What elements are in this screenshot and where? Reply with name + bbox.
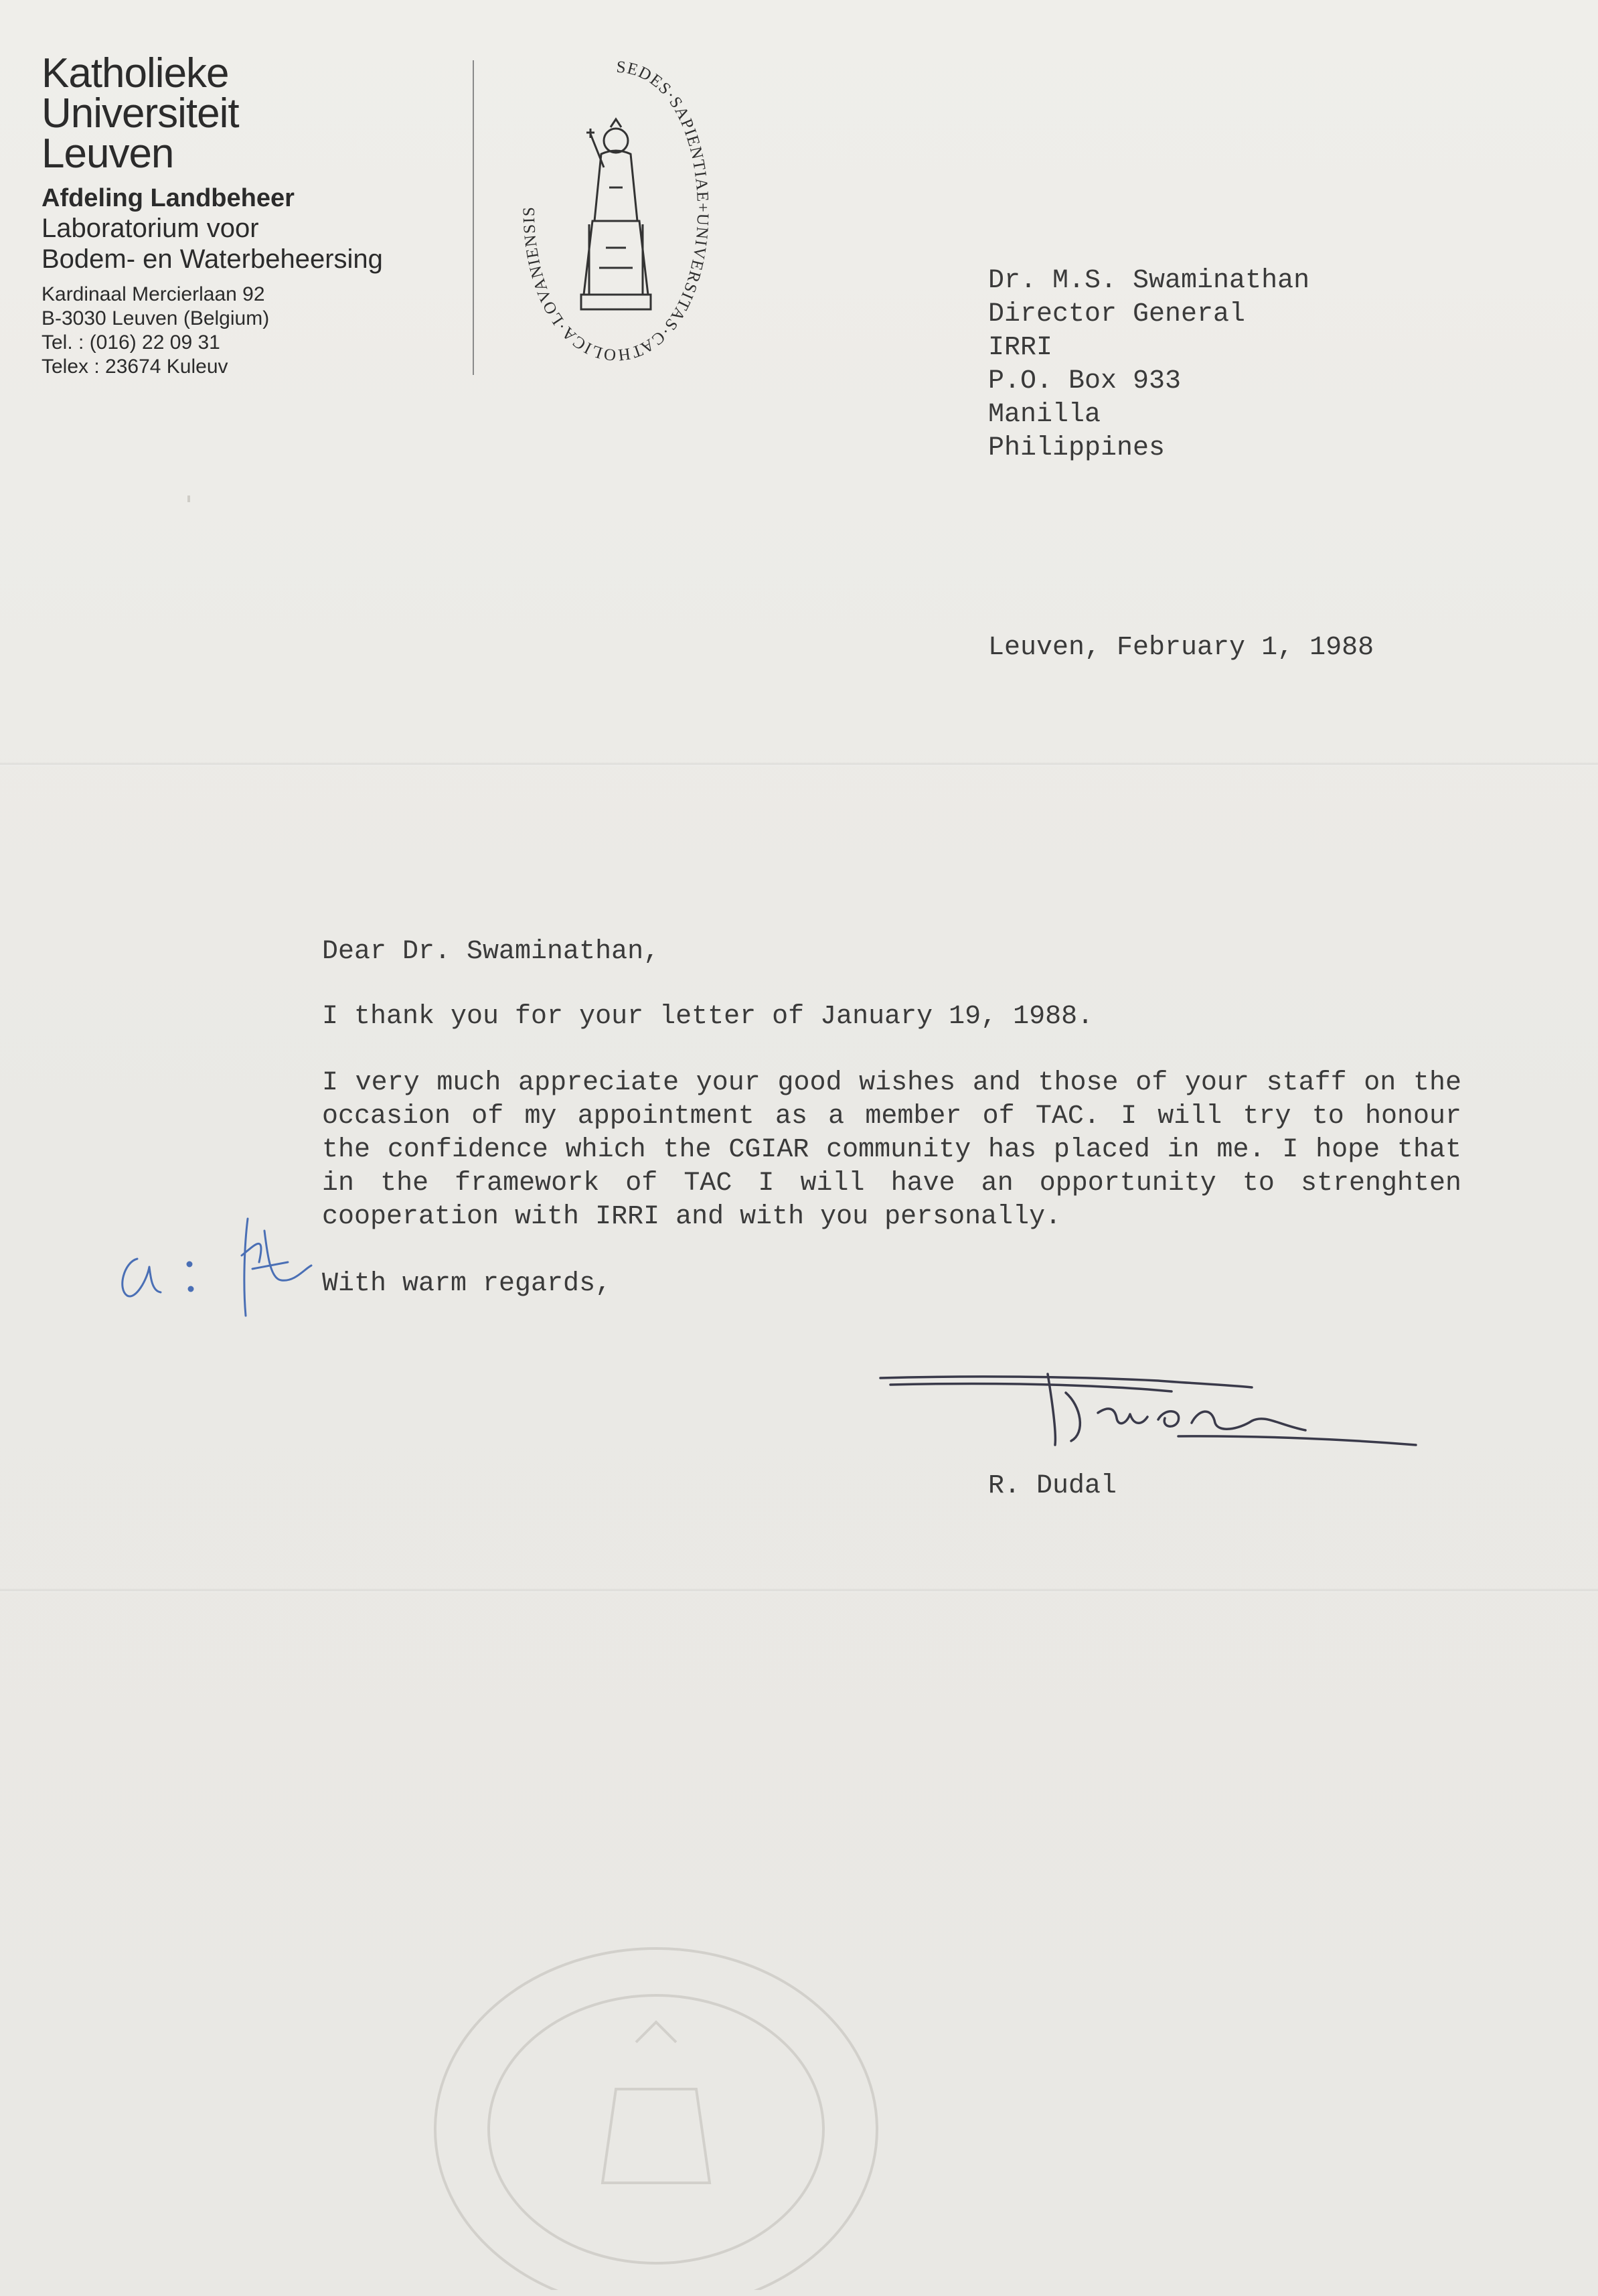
laboratory-line: Bodem- en Waterbeheersing <box>42 244 383 274</box>
university-name-line: Universiteit <box>42 90 239 137</box>
address-line: Tel. : (016) 22 09 31 <box>42 331 220 354</box>
fold-line <box>0 762 1598 766</box>
signature <box>877 1366 1419 1460</box>
university-name-line: Leuven <box>42 131 174 177</box>
letterhead-divider <box>473 60 474 375</box>
recipient-line: IRRI <box>988 333 1053 363</box>
letter-date: Leuven, February 1, 1988 <box>988 633 1374 663</box>
paper-speck <box>187 495 190 502</box>
body-paragraph: I thank you for your letter of January 19, 1988. <box>322 1002 1094 1032</box>
recipient-address <box>988 264 1309 465</box>
fold-line <box>0 1588 1598 1592</box>
recipient-line: Dr. M.S. Swaminathan <box>988 266 1310 296</box>
embossed-seal <box>415 1928 897 2290</box>
seated-figure-icon <box>581 119 651 309</box>
recipient-line: Manilla <box>988 400 1101 430</box>
salutation: Dear Dr. Swaminathan, <box>322 937 660 967</box>
svg-text:SEDES·SAPIENTIAE+UNIVERSITAS·C <box>520 58 712 364</box>
address-line: Kardinaal Mercierlaan 92 <box>42 283 265 305</box>
address-line: Telex : 23674 Kuleuv <box>42 356 228 378</box>
address-line: B-3030 Leuven (Belgium) <box>42 307 270 329</box>
department-name: Afdeling Landbeheer <box>42 184 295 212</box>
signer-name: R. Dudal <box>988 1471 1117 1501</box>
body-paragraph: I very much appreciate your good wishes and those of your staff on the occasion of my appointment as a member of TAC. I will try to honour the confidence which the CGIAR community has placed in me. I hope that in the framework of TAC I will have an opportunity to strenghten cooperation with IRRI and with you personally. <box>322 1068 1461 1232</box>
letterhead <box>42 50 383 379</box>
recipient-line: P.O. Box 933 <box>988 366 1182 396</box>
recipient-line: Director General <box>988 299 1246 329</box>
recipient-line: Philippines <box>988 433 1166 463</box>
letterhead-address <box>42 283 383 379</box>
closing: With warm regards, <box>322 1269 612 1299</box>
handwritten-annotation <box>110 1205 318 1326</box>
seal-inscription: SEDES·SAPIENTIAE+UNIVERSITAS·CATHOLICA·LOVANIENSIS <box>520 58 712 364</box>
university-name-line: Katholieke <box>42 50 229 96</box>
laboratory-line: Laboratorium voor <box>42 214 259 243</box>
university-seal <box>515 54 716 368</box>
